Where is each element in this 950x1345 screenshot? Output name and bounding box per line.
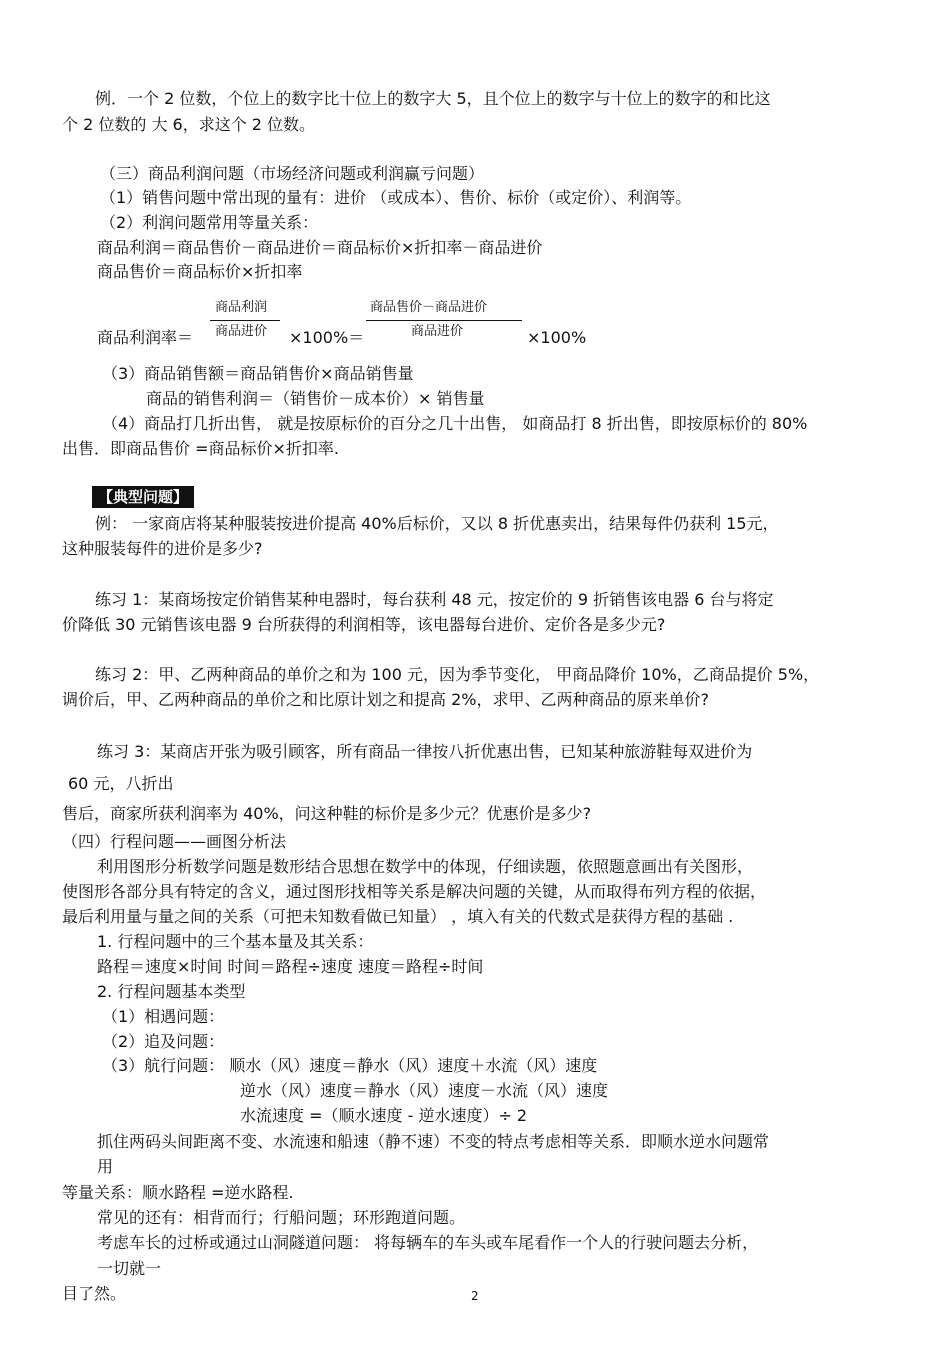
upstream-speed: 逆水（风）速度＝静水（风）速度－水流（风）速度 — [240, 1081, 609, 1100]
fraction2-denominator: 商品进价 — [411, 324, 464, 339]
section4-heading2: 2. 行程问题基本类型 — [97, 982, 246, 1001]
section4-para2: 使图形各部分具有特定的含义，通过图形找相等关系是解决问题的关键，从而取得布列方程的依据， — [62, 882, 767, 901]
section3-item1: （1）销售问题中常出现的量有：进价 （或成本）、售价、标价（或定价）、利润等。 — [100, 188, 692, 207]
fraction2-numerator: 商品售价－商品进价 — [370, 300, 488, 315]
section4-title: （四）行程问题——画图分析法 — [62, 832, 287, 851]
example2-line1: 例： 一家商店将某种服装按进价提高 40%后标价，又以 8 折优惠卖出，结果每件仍获利 15元， — [95, 514, 779, 533]
exercise3-line1: 练习 3：某商店开张为吸引顾客，所有商品一律按八折优惠出售，已知某种旅游鞋每双进价为 — [97, 742, 753, 761]
exercise3-line2: 60 元，八折出 — [68, 774, 174, 793]
note1-line1: 抓住两码头间距离不变、水流速和船速（静不速）不变的特点考虑相等关系．即顺水逆水问题常 — [97, 1132, 770, 1151]
sale-price-equation: 商品售价＝商品标价×折扣率 — [97, 262, 303, 281]
type-meeting: （1）相遇问题： — [102, 1007, 225, 1026]
type-chasing: （2）追及问题： — [102, 1032, 225, 1051]
section3-item3: （3）商品销售额＝商品销售价×商品销售量 — [102, 364, 414, 383]
exercise3-line3: 售后，商家所获利润率为 40%，问这种鞋的标价是多少元？优惠价是多少? — [62, 804, 592, 823]
basic-relations: 路程＝速度×时间 时间＝路程÷速度 速度＝路程÷时间 — [97, 957, 484, 976]
fraction1-bar — [210, 320, 280, 321]
example1-line1: 例．一个 2 位数，个位上的数字比十位上的数字大 5，且个位上的数字与十位上的数字的和比这 — [95, 89, 771, 108]
section4-heading1: 1. 行程问题中的三个基本量及其关系： — [97, 932, 374, 951]
section3-item3b: 商品的销售利润＝（销售价－成本价）× 销售量 — [146, 389, 485, 408]
section3-item2: （2）利润问题常用等量关系： — [100, 213, 319, 232]
multiply-100: ×100% — [527, 328, 587, 347]
example1-line2: 个 2 位数的 大 6，求这个 2 位数。 — [62, 115, 316, 134]
fraction1-denominator: 商品进价 — [215, 324, 268, 339]
profit-rate-label: 商品利润率＝ — [97, 328, 194, 347]
exercise2-line1: 练习 2：甲、乙两种商品的单价之和为 100 元，因为季节变化， 甲商品降价 10%，乙商品提价 5%， — [95, 665, 820, 684]
note1-line2: 用 — [97, 1157, 114, 1176]
section3-item4b: 出售．即商品售价 =商品标价×折扣率. — [62, 439, 339, 458]
section3-title: （三）商品利润问题（市场经济问题或利润赢亏问题） — [100, 164, 485, 183]
typical-problems-tag: 【典型问题】 — [92, 486, 194, 508]
section3-item4a: （4）商品打几折出售， 就是按原标价的百分之几十出售， 如商品打 8 折出售，即按原标价的 80% — [102, 414, 808, 433]
current-speed: 水流速度 =（顺水速度 - 逆水速度）÷ 2 — [240, 1106, 528, 1125]
example2-line2: 这种服装每件的进价是多少? — [62, 539, 263, 558]
profit-equation: 商品利润＝商品售价－商品进价＝商品标价×折扣率－商品进价 — [97, 238, 543, 257]
note4-line2: 一切就一 — [97, 1259, 162, 1278]
exercise1-line2: 价降低 30 元销售该电器 9 台所获得的利润相等，该电器每台进价、定价各是多少元? — [62, 615, 666, 634]
type-navigation: （3）航行问题： 顺水（风）速度＝静水（风）速度＋水流（风）速度 — [102, 1056, 598, 1075]
note4-line1: 考虑车长的过桥或通过山洞隧道问题： 将每辆车的车头或车尾看作一个人的行驶问题去分析， — [97, 1233, 759, 1252]
section4-para3: 最后利用量与量之间的关系（可把未知数看做已知量） ，填入有关的代数式是获得方程的基础 . — [62, 907, 734, 926]
exercise1-line1: 练习 1：某商场按定价销售某种电器时，每台获利 48 元，按定价的 9 折销售该电器 6 台与将定 — [95, 590, 774, 609]
multiply-100-equals: ×100%＝ — [289, 328, 365, 347]
page-number: 2 — [471, 1289, 479, 1303]
section4-para1: 利用图形分析数学问题是数形结合思想在数学中的体现，仔细读题，依照题意画出有关图形， — [97, 857, 754, 876]
note3: 常见的还有：相背而行；行船问题；环形跑道问题。 — [97, 1208, 466, 1227]
fraction1-numerator: 商品利润 — [215, 300, 268, 315]
fraction2-bar — [366, 320, 522, 321]
note2: 等量关系：顺水路程 =逆水路程. — [62, 1183, 294, 1202]
exercise2-line2: 调价后，甲、乙两种商品的单价之和比原计划之和提高 2%，求甲、乙两种商品的原来单价? — [62, 690, 709, 709]
note5: 目了然。 — [62, 1284, 127, 1303]
